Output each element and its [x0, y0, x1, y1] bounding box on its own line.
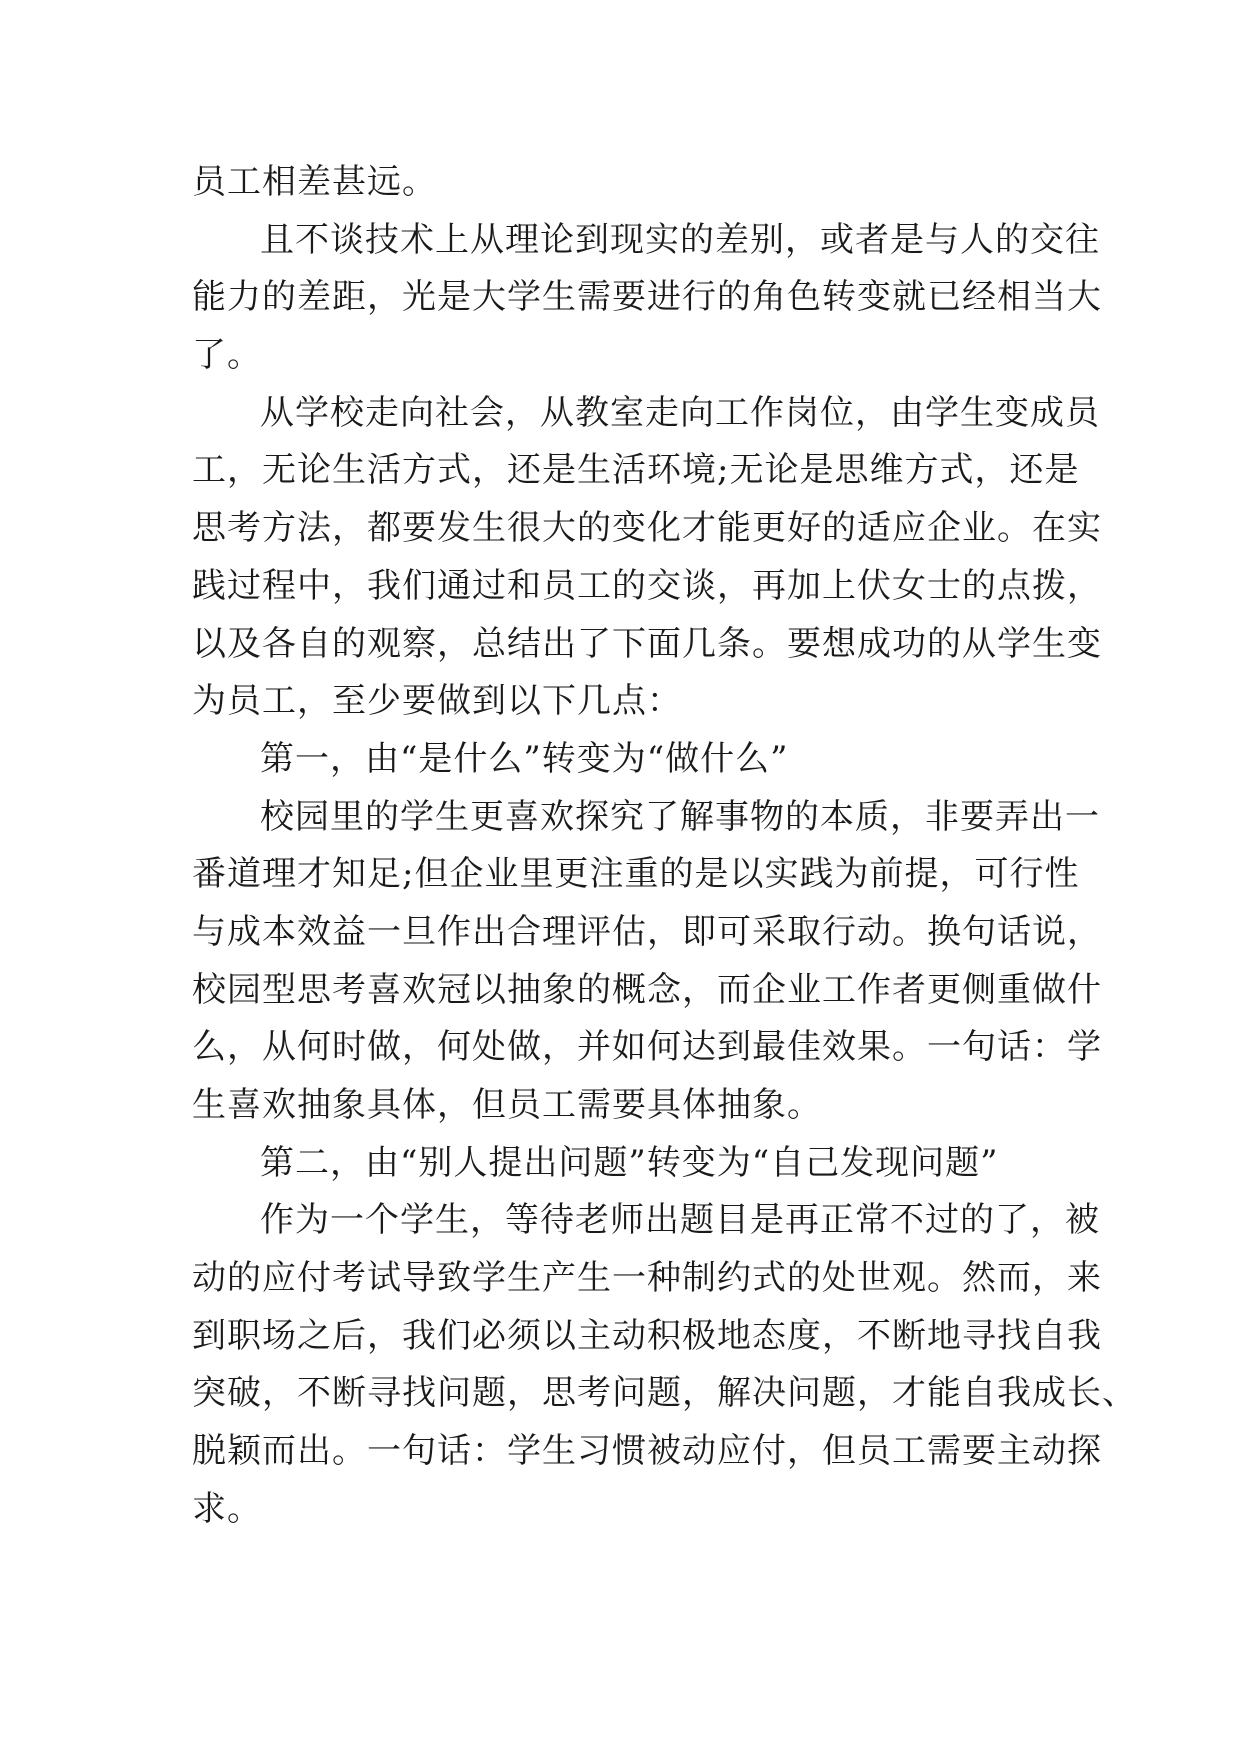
paragraph-start-line: 且不谈技术上从理论到现实的差别，或者是与人的交往 — [260, 219, 1100, 260]
section-heading-1: 第一，由“是什么”转变为“做什么” — [260, 738, 789, 779]
text-line: 思考方法，都要发生很大的变化才能更好的适应企业。在实 — [192, 508, 1102, 549]
text-line: 到职场之后，我们必须以主动积极地态度，不断地寻找自我 — [192, 1315, 1102, 1356]
text-line: 与成本效益一旦作出合理评估，即可采取行动。换句话说， — [192, 911, 1102, 952]
text-line: 校园型思考喜欢冠以抽象的概念，而企业工作者更侧重做什 — [192, 969, 1102, 1010]
paragraph-start-line: 作为一个学生，等待老师出题目是再正常不过的了，被 — [260, 1200, 1100, 1241]
text-line: 能力的差距，光是大学生需要进行的角色转变就已经相当大 — [192, 277, 1102, 318]
paragraph-start-line: 从学校走向社会，从教室走向工作岗位，由学生变成员 — [260, 392, 1100, 433]
text-line: 突破，不断寻找问题，思考问题，解决问题，才能自我成长、 — [192, 1373, 1137, 1414]
text-line: 求。 — [192, 1488, 262, 1529]
text-line: 脱颖而出。一句话：学生习惯被动应付，但员工需要主动探 — [192, 1431, 1102, 1472]
text-line: 践过程中，我们通过和员工的交谈，再加上伏女士的点拨， — [192, 565, 1102, 606]
text-line: 员工相差甚远。 — [192, 162, 437, 202]
paragraph-start-line: 校园里的学生更喜欢探究了解事物的本质，非要弄出一 — [260, 796, 1100, 837]
text-line: 为员工，至少要做到以下几点： — [192, 681, 682, 722]
text-line: 么，从何时做，何处做，并如何达到最佳效果。一句话：学 — [192, 1027, 1102, 1068]
text-line: 以及各自的观察，总结出了下面几条。要想成功的从学生变 — [192, 623, 1102, 664]
document-body — [192, 154, 1137, 1539]
section-heading-2: 第二，由“别人提出问题”转变为“自己发现问题” — [260, 1142, 999, 1183]
text-line: 工，无论生活方式，还是生活环境;无论是思维方式，还是 — [192, 450, 1080, 491]
text-line: 动的应付考试导致学生产生一种制约式的处世观。然而，来 — [192, 1258, 1102, 1299]
text-line: 生喜欢抽象具体，但员工需要具体抽象。 — [192, 1085, 822, 1125]
text-line: 番道理才知足;但企业里更注重的是以实践为前提，可行性 — [192, 854, 1080, 895]
text-line: 了。 — [192, 335, 262, 376]
